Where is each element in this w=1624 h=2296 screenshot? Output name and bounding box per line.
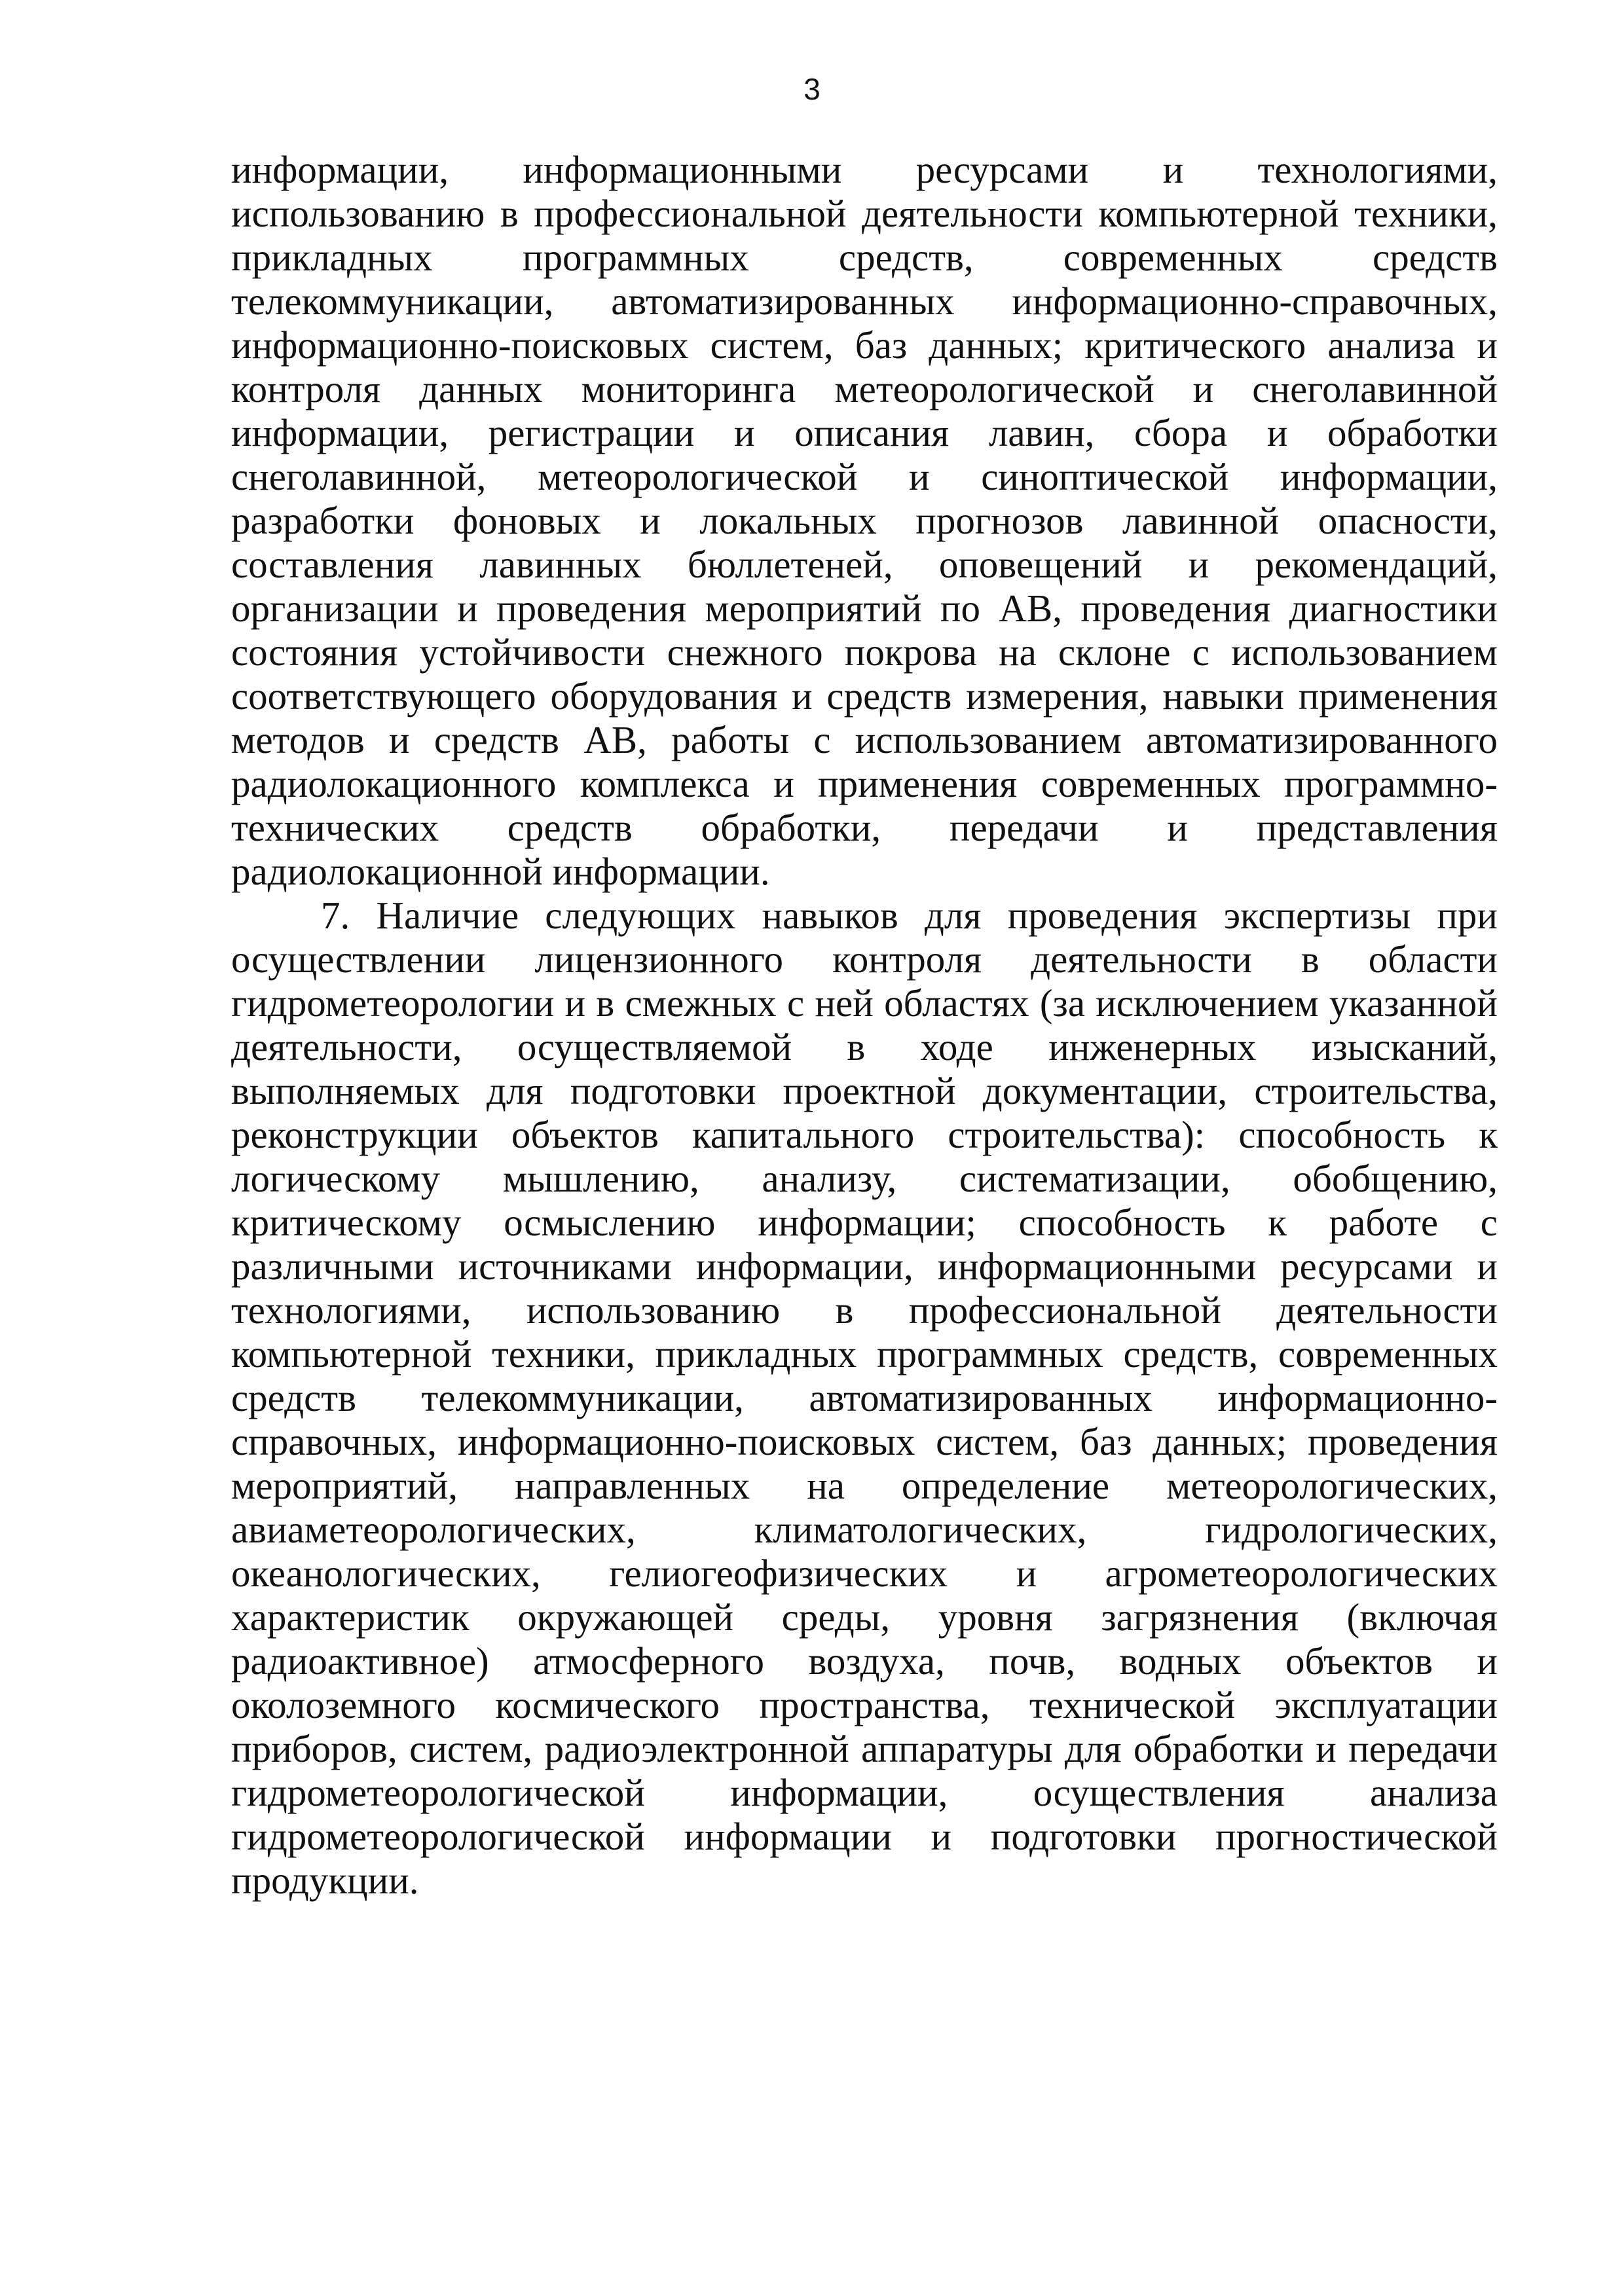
paragraph-continuation: информации, информационными ресурсами и технологиями, использованию в профессиональной деятельности компьютерной техники, прикладных программных средств, современных средств телекоммуникации, автоматизированных информационно-справочных, информационно-поисковых систем, баз данных; критического анализа и контроля данных мониторинга метеорологической и снеголавинной информации, регистрации и описания лавин, сбора и обработки снеголавинной, метеорологической и синоптической информации, разработки фоновых и локальных прогнозов лавинной опасности, составления лавинных бюллетеней, оповещений и рекомендаций, организации и проведения мероприятий по АВ, проведения диагностики состояния устойчивости снежного покрова на склоне с использованием соответствующего оборудования и средств измерения, навыки применения методов и средств АВ, работы с использованием автоматизированного радиолокационного комплекса и применения современных программно-технических средств обработки, передачи и представления радиолокационной информации.	[231, 148, 1498, 893]
document-body	[231, 148, 1498, 1903]
paragraph-item-7: 7. Наличие следующих навыков для проведения экспертизы при осуществлении лицензионного контроля деятельности в области гидрометеорологии и в смежных с ней областях (за исключением указанной деятельности, осуществляемой в ходе инженерных изысканий, выполняемых для подготовки проектной документации, строительства, реконструкции объектов капитального строительства): способность к логическому мышлению, анализу, систематизации, обобщению, критическому осмыслению информации; способность к работе с различными источниками информации, информационными ресурсами и технологиями, использованию в профессиональной деятельности компьютерной техники, прикладных программных средств, современных средств телекоммуникации, автоматизированных информационно-справочных, информационно-поисковых систем, баз данных; проведения мероприятий, направленных на определение метеорологических, авиаметеорологических, климатологических, гидрологических, океанологических, гелиогеофизических и агрометеорологических характеристик окружающей среды, уровня загрязнения (включая радиоактивное) атмосферного воздуха, почв, водных объектов и околоземного космического пространства, технической эксплуатации приборов, систем, радиоэлектронной аппаратуры для обработки и передачи гидрометеорологической информации, осуществления анализа гидрометеорологической информации и подготовки прогностической продукции.	[231, 894, 1498, 1902]
page-number: 3	[803, 72, 821, 106]
